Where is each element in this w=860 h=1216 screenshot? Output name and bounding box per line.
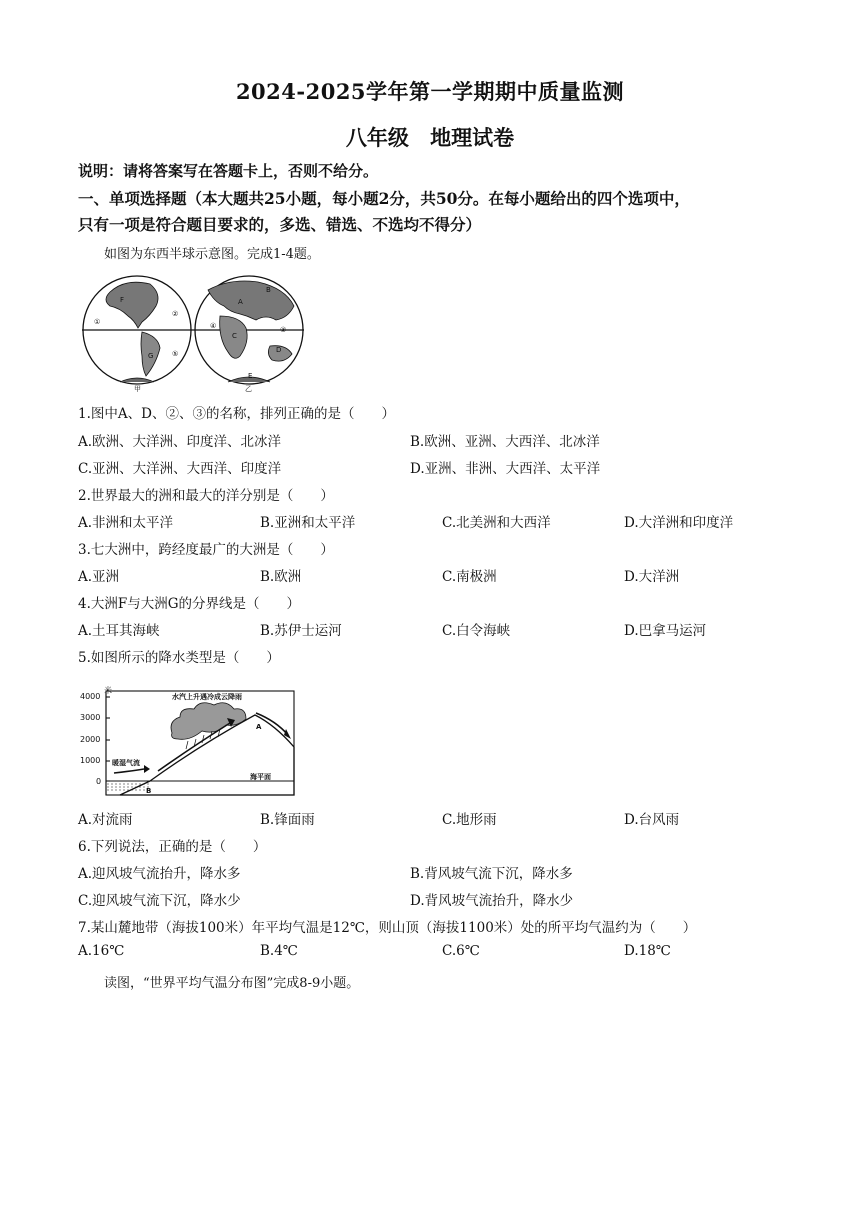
map-label: B [266,286,271,294]
map-label: ⑤ [172,350,179,358]
question-stem: 6.下列说法，正确的是（ ） [78,839,267,855]
question-option: A.亚洲 [78,569,120,585]
sea-level-label: 海平面 [250,773,271,781]
question-option: B.锋面雨 [260,812,315,828]
question-option: C.6℃ [442,943,480,959]
y-tick-label: 3000 [80,713,101,722]
question-option: D.亚洲、非洲、大西洋、太平洋 [410,461,601,477]
question-option: A.非洲和太平洋 [78,515,174,531]
question-option: C.亚洲、大洋洲、大西洋、印度洋 [78,461,282,477]
question-option: D.18℃ [624,943,671,959]
intro-questions-8-9: 读图，“世界平均气温分布图”完成8-9小题。 [104,976,360,991]
question-option: A.对流雨 [78,812,133,828]
map-label: E [248,372,253,380]
y-axis-unit: 米 [104,686,112,695]
diagram-caption: 水汽上升遇冷成云降雨 [172,693,242,701]
y-tick-label: 1000 [80,756,101,765]
airflow-label: 暖湿气流 [112,759,140,767]
map-label: A [238,298,243,306]
section-heading-line2: 只有一项是符合题目要求的，多选、错选、不选均不得分） [78,215,482,234]
map-label: ④ [210,322,217,330]
question-stem: 3.七大洲中，跨经度最广的大洲是（ ） [78,542,334,558]
instructions-note: 说明：请将答案写在答题卡上，否则不给分。 [78,162,379,180]
question-stem: 1.图中A、D、②、③的名称，排列正确的是（ ） [78,406,395,422]
question-option: D.大洋洲 [624,569,680,585]
exam-title: 2024-2025学年第一学期期中质量监测 [235,79,625,104]
question-option: C.南极洲 [442,569,497,585]
question-option: A.迎风坡气流抬升，降水多 [78,866,241,882]
question-stem: 4.大洲F与大洲G的分界线是（ ） [78,596,301,612]
question-option: C.地形雨 [442,812,497,828]
point-b-label: B [146,787,152,795]
map-label: F [120,296,125,304]
question-option: A.16℃ [78,943,125,959]
hemispheres-map [80,272,310,394]
orographic-rain-diagram [80,685,302,800]
question-option: B.欧洲 [260,569,302,585]
question-option: B.苏伊士运河 [260,623,342,639]
question-stem: 5.如图所示的降水类型是（ ） [78,650,280,666]
map-label: 甲 [134,385,141,393]
question-option: B.亚洲和太平洋 [260,515,356,531]
map-label: ③ [280,326,287,334]
question-option: D.背风坡气流抬升，降水少 [410,893,574,909]
question-option: B.背风坡气流下沉，降水多 [410,866,573,882]
question-stem: 2.世界最大的洲和最大的洋分别是（ ） [78,488,334,504]
map-label: ① [94,318,101,326]
section-heading-line1: 一、单项选择题（本大题共25小题，每小题2分，共50分。在每小题给出的四个选项中， [78,189,690,208]
question-option: C.北美洲和大西洋 [442,515,551,531]
question-option: D.大洋洲和印度洋 [624,515,734,531]
question-option: B.欧洲、亚洲、大西洋、北冰洋 [410,434,600,450]
question-option: A.土耳其海峡 [78,623,160,639]
question-option: D.巴拿马运河 [624,623,707,639]
intro-questions-1-4: 如图为东西半球示意图。完成1-4题。 [104,247,320,262]
y-tick-label: 0 [96,777,102,786]
question-option: D.台风雨 [624,812,680,828]
question-option: A.欧洲、大洋洲、印度洋、北冰洋 [78,434,282,450]
point-a-label: A [256,723,262,731]
question-option: C.迎风坡气流下沉，降水少 [78,893,241,909]
map-label: D [276,346,282,354]
y-tick-label: 4000 [80,692,101,701]
question-stem: 7.某山麓地带（海拔100米）年平均气温是12℃，则山顶（海拔1100米）处的所平均气温约为（ ） [78,920,697,936]
map-label: 乙 [245,385,252,393]
map-label: C [232,332,237,340]
map-label: G [148,352,154,360]
question-option: C.白令海峡 [442,623,511,639]
exam-subtitle: 八年级 地理试卷 [345,125,515,150]
y-tick-label: 2000 [80,735,101,744]
question-option: B.4℃ [260,943,298,959]
map-label: ② [172,310,179,318]
